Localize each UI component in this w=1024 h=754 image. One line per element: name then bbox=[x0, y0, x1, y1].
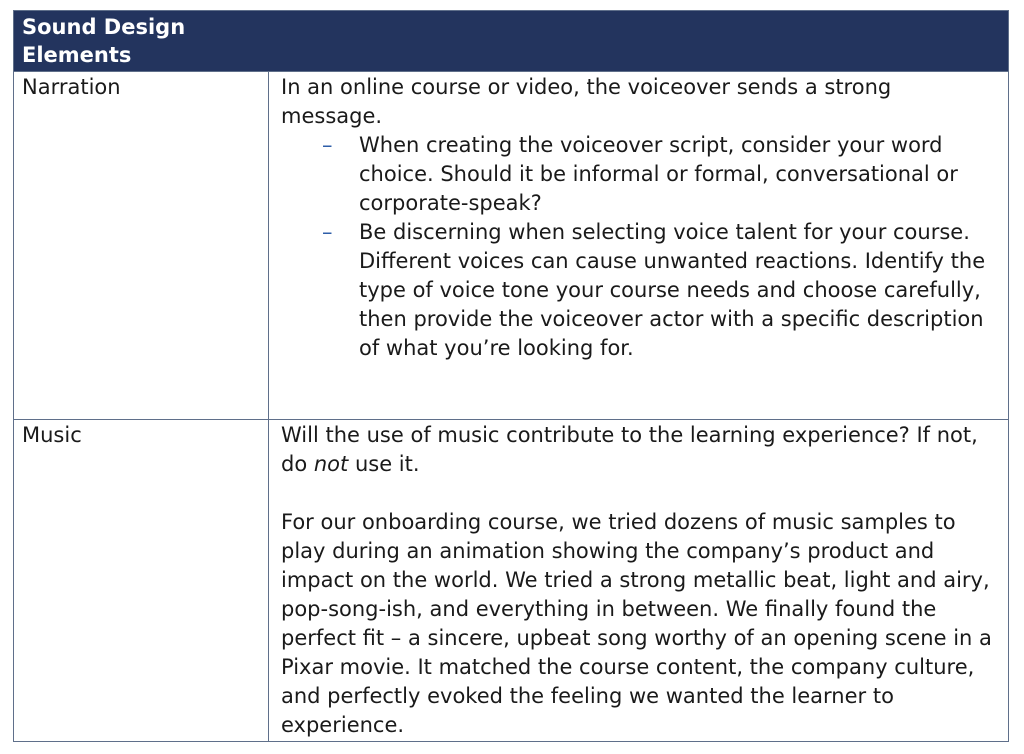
music-paragraph-2: For our onboarding course, we tried dozens of music samples to play during an animation showing the company’s product and impact on the world. We tried a strong metallic beat, light and airy, pop-song-ish, and everything in between. We finally found the perfect fit – a sincere, upbeat song worthy of an opening scene in a Pixar movie. It matched the course content, the company culture, and perfectly evoked the feeling we wanted the learner to experience. bbox=[281, 510, 992, 737]
row-label-narration: Narration bbox=[14, 72, 269, 420]
sound-design-table bbox=[13, 10, 1009, 742]
music-para1-emphasis: not bbox=[313, 452, 349, 476]
table-row-narration bbox=[14, 72, 1009, 420]
row-label-music: Music bbox=[14, 420, 269, 742]
dash-bullet-icon: – bbox=[322, 133, 333, 157]
header-line-1: Sound Design bbox=[22, 15, 186, 39]
table-row-music bbox=[14, 420, 1009, 742]
table-header-row bbox=[14, 11, 1009, 72]
row-content-music bbox=[269, 420, 1009, 742]
dash-bullet-icon: – bbox=[322, 220, 333, 244]
list-item bbox=[322, 131, 996, 218]
table-header bbox=[14, 11, 1009, 72]
narration-intro: In an online course or video, the voiceover sends a strong message. bbox=[281, 75, 892, 128]
header-line-2: Elements bbox=[22, 43, 132, 67]
row-content-narration bbox=[269, 72, 1009, 420]
music-para1-before: Will the use of music contribute to the learning experience? If not, do bbox=[281, 423, 978, 476]
narration-bullet-list bbox=[281, 131, 996, 363]
paragraph-spacer bbox=[281, 479, 996, 508]
music-paragraph-1 bbox=[281, 421, 996, 479]
music-para1-after: use it. bbox=[348, 452, 420, 476]
list-item bbox=[322, 218, 996, 363]
narration-bullet-1: When creating the voiceover script, consider your word choice. Should it be informal or formal, conversational or corporate-speak? bbox=[359, 133, 958, 215]
narration-bullet-2: Be discerning when selecting voice talent for your course. Different voices can cause unwanted reactions. Identify the type of voice tone your course needs and choose carefully, then provide the voiceover actor with a specific description of what you’re looking for. bbox=[359, 220, 986, 360]
